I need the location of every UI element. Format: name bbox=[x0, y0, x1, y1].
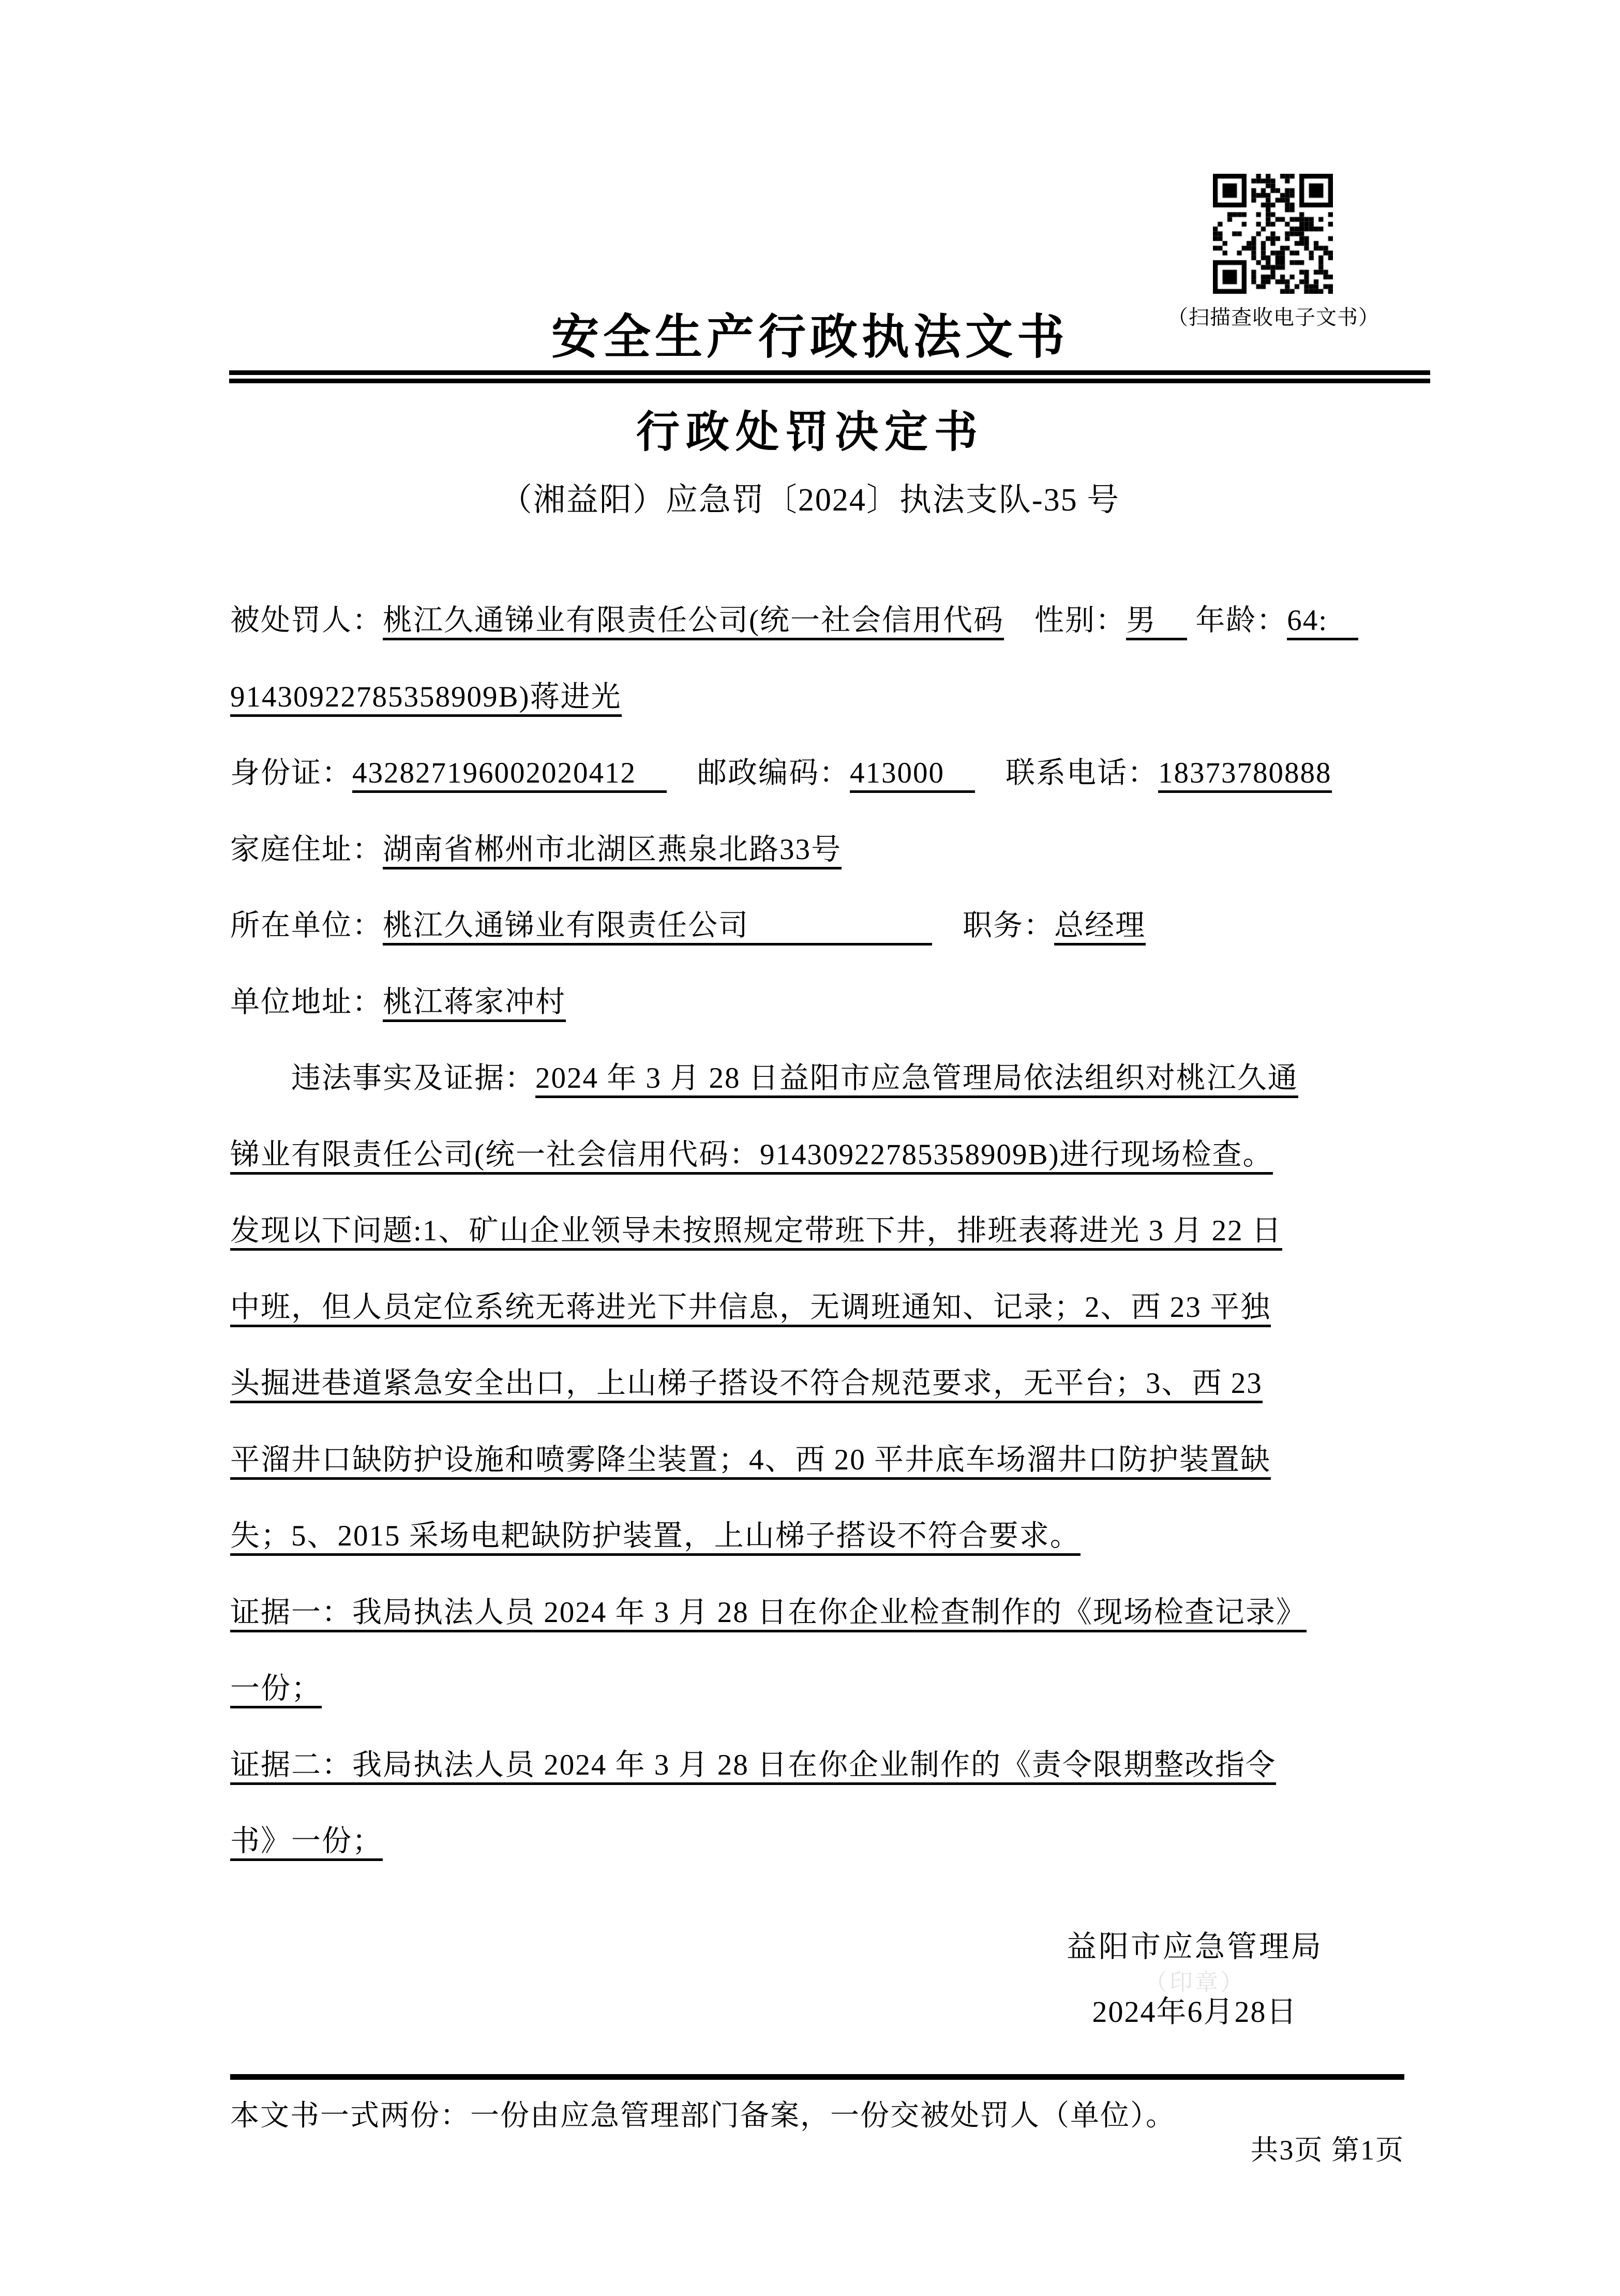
document-number: （湘益阳）应急罚〔2024〕执法支队-35 号 bbox=[500, 483, 1120, 518]
field-value: 桃江蒋家冲村 bbox=[383, 986, 566, 1022]
line-home-address bbox=[230, 828, 1404, 872]
line-evidence1-2 bbox=[230, 1667, 1404, 1710]
field-label: 违法事实及证据： bbox=[230, 1062, 535, 1094]
field-label: 单位地址： bbox=[230, 986, 383, 1018]
issuing-agency: 益阳市应急管理局 bbox=[1066, 1930, 1323, 1963]
pagination: 共3页 第1页 bbox=[1250, 2135, 1404, 2166]
field-value: 中班，但人员定位系统无蒋进光下井信息，无调班通知、记录；2、西 23 平独 bbox=[230, 1291, 1271, 1327]
qr-code bbox=[1213, 174, 1333, 294]
document-title: 行政处罚决定书 bbox=[636, 409, 984, 457]
field-value: 桃江久通锑业有限责任公司 bbox=[383, 909, 932, 946]
document-series-title: 安全生产行政执法文书 bbox=[551, 311, 1069, 364]
field-value: 413000 bbox=[850, 757, 975, 793]
footer-note: 本文书一式两份：一份由应急管理部门备案，一份交被处罚人（单位）。 bbox=[230, 2100, 1176, 2132]
field-value: 湖南省郴州市北湖区燕泉北路33号 bbox=[383, 833, 842, 869]
field-value: 证据一：我局执法人员 2024 年 3 月 28 日在你企业检查制作的《现场检查记录》 bbox=[230, 1596, 1307, 1632]
header-double-rule-bottom bbox=[229, 379, 1430, 383]
field-value: 2024 年 3 月 28 日益阳市应急管理局依法组织对桃江久通 bbox=[535, 1062, 1298, 1098]
field-label: 联系电话： bbox=[975, 757, 1158, 789]
field-label: 所在单位： bbox=[230, 909, 383, 942]
line-facts-6 bbox=[230, 1438, 1404, 1482]
line-work-unit bbox=[230, 904, 1404, 948]
line-facts-5 bbox=[230, 1362, 1404, 1405]
field-label: 年龄： bbox=[1187, 604, 1287, 637]
line-evidence2-1 bbox=[230, 1744, 1404, 1787]
field-value: 64: bbox=[1287, 604, 1358, 640]
field-value: 总经理 bbox=[1054, 909, 1146, 946]
field-label: 邮政编码： bbox=[667, 757, 850, 789]
line-evidence2-2 bbox=[230, 1820, 1404, 1863]
field-value: 432827196002020412 bbox=[352, 757, 667, 793]
line-facts-7 bbox=[230, 1514, 1404, 1558]
line-evidence1-1 bbox=[230, 1591, 1404, 1634]
field-value: 18373780888 bbox=[1158, 757, 1332, 793]
line-penalized-person-2 bbox=[230, 676, 1404, 719]
field-label: 被处罚人： bbox=[230, 604, 383, 637]
field-label: 性别： bbox=[1003, 604, 1126, 637]
line-facts-4 bbox=[230, 1286, 1404, 1329]
line-penalized-person-1 bbox=[230, 599, 1404, 642]
line-facts-2 bbox=[230, 1133, 1404, 1177]
field-value: 桃江久通锑业有限责任公司(统一社会信用代码 bbox=[383, 604, 1004, 640]
field-value: 男 bbox=[1126, 604, 1187, 640]
field-value: 失；5、2015 采场电耙缺防护装置，上山梯子搭设不符合要求。 bbox=[230, 1520, 1081, 1556]
qr-caption: （扫描查收电子文书） bbox=[1167, 306, 1379, 329]
field-value: 发现以下问题:1、矿山企业领导未按照规定带班下井，排班表蒋进光 3 月 22 日 bbox=[230, 1214, 1282, 1251]
field-value: 平溜井口缺防护设施和喷雾降尘装置；4、西 20 平井底车场溜井口防护装置缺 bbox=[230, 1444, 1271, 1480]
field-label: 家庭住址： bbox=[230, 833, 383, 866]
field-value: 锑业有限责任公司(统一社会信用代码：91430922785358909B)进行现场检查。 bbox=[230, 1138, 1273, 1175]
issue-date: 2024年6月28日 bbox=[1092, 1995, 1298, 2029]
field-value: 头掘进巷道紧急安全出口，上山梯子搭设不符合规范要求，无平台；3、西 23 bbox=[230, 1367, 1263, 1403]
field-value: 书》一份； bbox=[230, 1825, 383, 1861]
field-label: 职务： bbox=[932, 909, 1054, 942]
field-value: 91430922785358909B)蒋进光 bbox=[230, 681, 622, 717]
header-double-rule-top bbox=[229, 370, 1430, 375]
seal-placeholder: （印章） bbox=[1144, 1970, 1246, 1995]
line-facts-1 bbox=[230, 1057, 1404, 1100]
field-value: 一份； bbox=[230, 1672, 322, 1708]
footer-rule bbox=[230, 2074, 1404, 2080]
field-value: 证据二：我局执法人员 2024 年 3 月 28 日在你企业制作的《责令限期整改指令 bbox=[230, 1749, 1276, 1785]
field-label: 身份证： bbox=[230, 757, 352, 789]
line-unit-address bbox=[230, 981, 1404, 1024]
line-id-postal-phone bbox=[230, 752, 1404, 795]
line-facts-3 bbox=[230, 1209, 1404, 1253]
